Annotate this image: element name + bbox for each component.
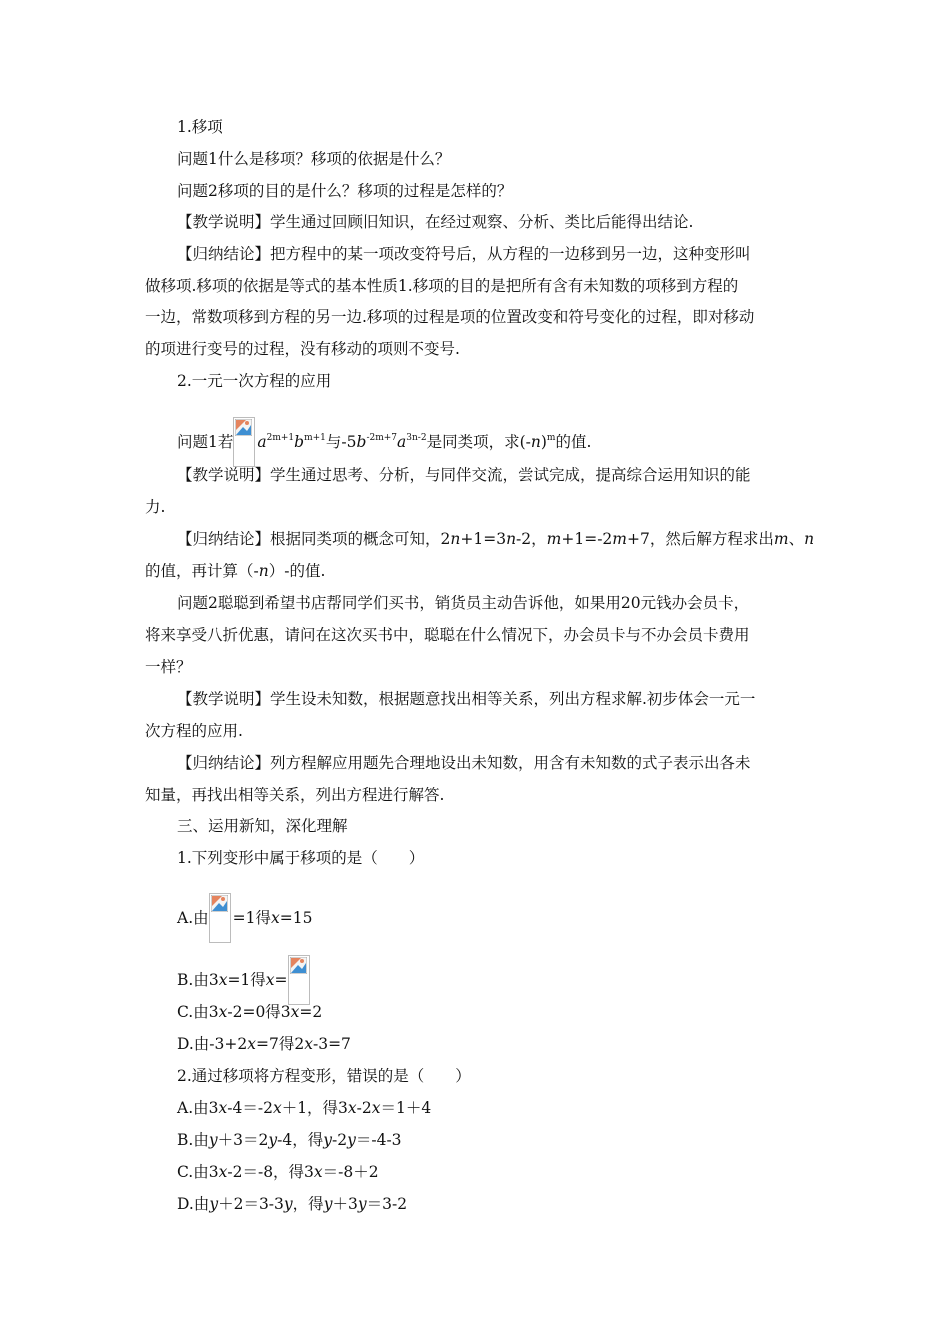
conclusion-3-line-1: 【归纳结论】列方程解应用题先合理地设出未知数，用含有未知数的式子表示出各未 <box>177 754 751 772</box>
q1-prefix: 问题1若 <box>177 433 234 451</box>
exercise-1-option-a <box>177 893 842 943</box>
section-heading-move-terms: 1.移项 <box>177 118 223 136</box>
exercise-2-question: 2.通过移项将方程变形，错误的是（ ） <box>177 1067 471 1085</box>
conclusion-1-line-3: 一边，常数项移到方程的另一边.移项的过程是项的位置改变和符号变化的过程，即对移动 <box>145 308 755 326</box>
e2a-text-1: A.由3 <box>177 1099 219 1117</box>
c2-text-6: 、 <box>788 530 805 548</box>
application-question-2-line-1: 问题2聪聪到希望书店帮同学们买书，销货员主动告诉他，如果用20元钱办会员卡， <box>177 594 750 612</box>
e1a-text-3: =15 <box>279 909 313 927</box>
question-1-text: 问题1什么是移项？移项的依据是什么？ <box>177 150 451 168</box>
teaching-note-3-line-2: 次方程的应用. <box>145 722 243 740</box>
e2a-var-4: x <box>371 1099 381 1117</box>
e2a-text-4: -2 <box>356 1099 372 1117</box>
e1a-text-2: =1得 <box>232 909 271 927</box>
application-question-2-line-2: 将来享受八折优惠，请问在这次买书中，聪聪在什么情况下，办会员卡与不办会员卡费用 <box>145 626 750 644</box>
e2c-text-1: C.由3 <box>177 1163 219 1181</box>
e1c-text-1: C.由3 <box>177 1003 219 1021</box>
e1b-text-2: =1得 <box>227 971 266 989</box>
e2d-var-3: y <box>323 1195 333 1213</box>
q1-suffix-1: 是同类项，求(- <box>426 433 531 451</box>
c2-text-2: +1=3 <box>460 530 507 548</box>
conclusion-2-line-2 <box>145 561 810 581</box>
exercise-2-option-d <box>177 1194 842 1214</box>
exercise-1-option-d <box>177 1034 842 1054</box>
e2b-var-4: y <box>347 1131 356 1149</box>
e2c-text-3: ＝-8＋2 <box>322 1163 379 1181</box>
e2b-text-4: -2 <box>331 1131 348 1149</box>
q1-exp-1: 2m+1 <box>266 433 295 443</box>
exercise-1-option-b <box>177 955 842 1005</box>
teaching-note-2-line-1: 【教学说明】学生通过思考、分析，与同伴交流，尝试完成，提高综合运用知识的能 <box>177 466 751 484</box>
c2-text-1: 【归纳结论】根据同类项的概念可知，2 <box>177 530 451 548</box>
exercise-1-option-c <box>177 1002 842 1022</box>
section-heading-application: 2.一元一次方程的应用 <box>177 372 332 390</box>
teaching-note-2-line-2: 力. <box>145 498 166 516</box>
e2b-var-2: y <box>268 1131 278 1149</box>
conclusion-2-line-1 <box>177 529 842 549</box>
c2-l2-var: n <box>258 562 269 580</box>
c2-l2-text-1: 的值，再计算（- <box>145 562 259 580</box>
e2a-var-2: x <box>272 1099 282 1117</box>
e2c-var-1: x <box>218 1163 228 1181</box>
c2-var-4: m <box>612 530 627 548</box>
broken-image-icon <box>209 893 231 943</box>
teaching-note-1: 【教学说明】学生通过回顾旧知识，在经过观察、分析、类比后能得出结论. <box>177 213 694 231</box>
e2d-text-1: D.由 <box>177 1195 210 1213</box>
q1-var-n: n <box>530 433 541 451</box>
c2-var-6: n <box>804 530 815 548</box>
q1-mid: 与-5 <box>325 433 357 451</box>
e1c-var-2: x <box>290 1003 300 1021</box>
e2a-text-2: -4＝-2 <box>227 1099 273 1117</box>
c2-var-2: n <box>506 530 517 548</box>
q1-exp-3: -2m+7 <box>366 433 398 443</box>
application-question-2-line-3: 一样？ <box>145 658 192 676</box>
conclusion-1-line-4: 的项进行变号的过程，没有移动的项则不变号. <box>145 340 460 358</box>
broken-image-icon <box>288 955 310 1005</box>
e1b-var-2: x <box>265 971 275 989</box>
application-question-1 <box>177 417 842 467</box>
q1-exp-4: 3n-2 <box>406 433 427 443</box>
q1-exp-5: m <box>546 433 556 443</box>
broken-image-icon <box>233 417 255 467</box>
e2a-text-5: ＝1＋4 <box>380 1099 432 1117</box>
e2d-text-3: ，得 <box>292 1195 324 1213</box>
e1d-text-1: D.由-3+2 <box>177 1035 248 1053</box>
e1d-var-2: x <box>304 1035 313 1053</box>
conclusion-3-line-2: 知量，再找出相等关系，列出方程进行解答. <box>145 786 445 804</box>
c2-var-3: m <box>546 530 562 548</box>
e2b-var-3: y <box>323 1131 332 1149</box>
c2-text-4: +1=-2 <box>561 530 613 548</box>
e2c-var-2: x <box>313 1163 323 1181</box>
exercise-2-option-a <box>177 1098 842 1118</box>
teaching-note-3-line-1: 【教学说明】学生设未知数，根据题意找出相等关系，列出方程求解.初步体会一元一 <box>177 690 756 708</box>
e2d-text-5: ＝3-2 <box>366 1195 408 1213</box>
e2d-var-2: y <box>283 1195 293 1213</box>
q1-var-b2: b <box>356 433 367 451</box>
e1b-text-1: B.由3 <box>177 971 219 989</box>
e1d-var-1: x <box>247 1035 256 1053</box>
e1d-text-3: -3=7 <box>312 1035 351 1053</box>
e1c-text-3: =2 <box>299 1003 323 1021</box>
e1c-text-2: -2=0得3 <box>227 1003 291 1021</box>
q1-var-b1: b <box>294 433 305 451</box>
e2b-text-1: B.由 <box>177 1131 209 1149</box>
c2-text-5: +7，然后解方程求出 <box>627 530 774 548</box>
exercise-2-option-c <box>177 1162 842 1182</box>
e1a-var: x <box>270 909 280 927</box>
conclusion-1-line-2: 做移项.移项的依据是等式的基本性质1.移项的目的是把所有含有未知数的项移到方程的 <box>145 277 739 295</box>
e2d-var-1: y <box>209 1195 219 1213</box>
e2b-text-5: ＝-4-3 <box>355 1131 402 1149</box>
conclusion-1-line-1: 【归纳结论】把方程中的某一项改变符号后，从方程的一边移到另一边，这种变形叫 <box>177 245 751 263</box>
c2-var-1: n <box>450 530 461 548</box>
e1b-var-1: x <box>218 971 228 989</box>
e2c-text-2: -2＝-8，得3 <box>227 1163 314 1181</box>
section-heading-apply-knowledge: 三、运用新知，深化理解 <box>177 817 348 835</box>
e2a-var-1: x <box>218 1099 228 1117</box>
e2a-var-3: x <box>347 1099 357 1117</box>
c2-text-3: -2， <box>516 530 547 548</box>
e2a-text-3: ＋1，得3 <box>281 1099 348 1117</box>
e2d-text-2: ＋2＝3-3 <box>218 1195 284 1213</box>
e2d-text-4: ＋3 <box>332 1195 358 1213</box>
e1a-text-1: A.由 <box>177 909 209 927</box>
q1-suffix-2: ) <box>540 433 547 451</box>
e2b-var-1: y <box>208 1131 218 1149</box>
e2b-text-2: ＋3＝2 <box>217 1131 269 1149</box>
q1-suffix-3: 的值. <box>555 433 592 451</box>
q1-var-a1: a <box>257 433 267 451</box>
e1d-text-2: =7得2 <box>256 1035 305 1053</box>
e1c-var-1: x <box>218 1003 228 1021</box>
q1-var-a2: a <box>397 433 407 451</box>
e2d-var-4: y <box>357 1195 367 1213</box>
exercise-2-option-b <box>177 1130 842 1150</box>
q1-exp-2: m+1 <box>304 433 326 443</box>
question-2-text: 问题2移项的目的是什么？移项的过程是怎样的？ <box>177 182 513 200</box>
e2b-text-3: -4，得 <box>277 1131 324 1149</box>
c2-var-5: m <box>773 530 789 548</box>
exercise-1-question: 1.下列变形中属于移项的是（ ） <box>177 849 425 867</box>
c2-l2-text-2: ）-的值. <box>268 562 326 580</box>
e1b-text-3: = <box>274 971 288 989</box>
